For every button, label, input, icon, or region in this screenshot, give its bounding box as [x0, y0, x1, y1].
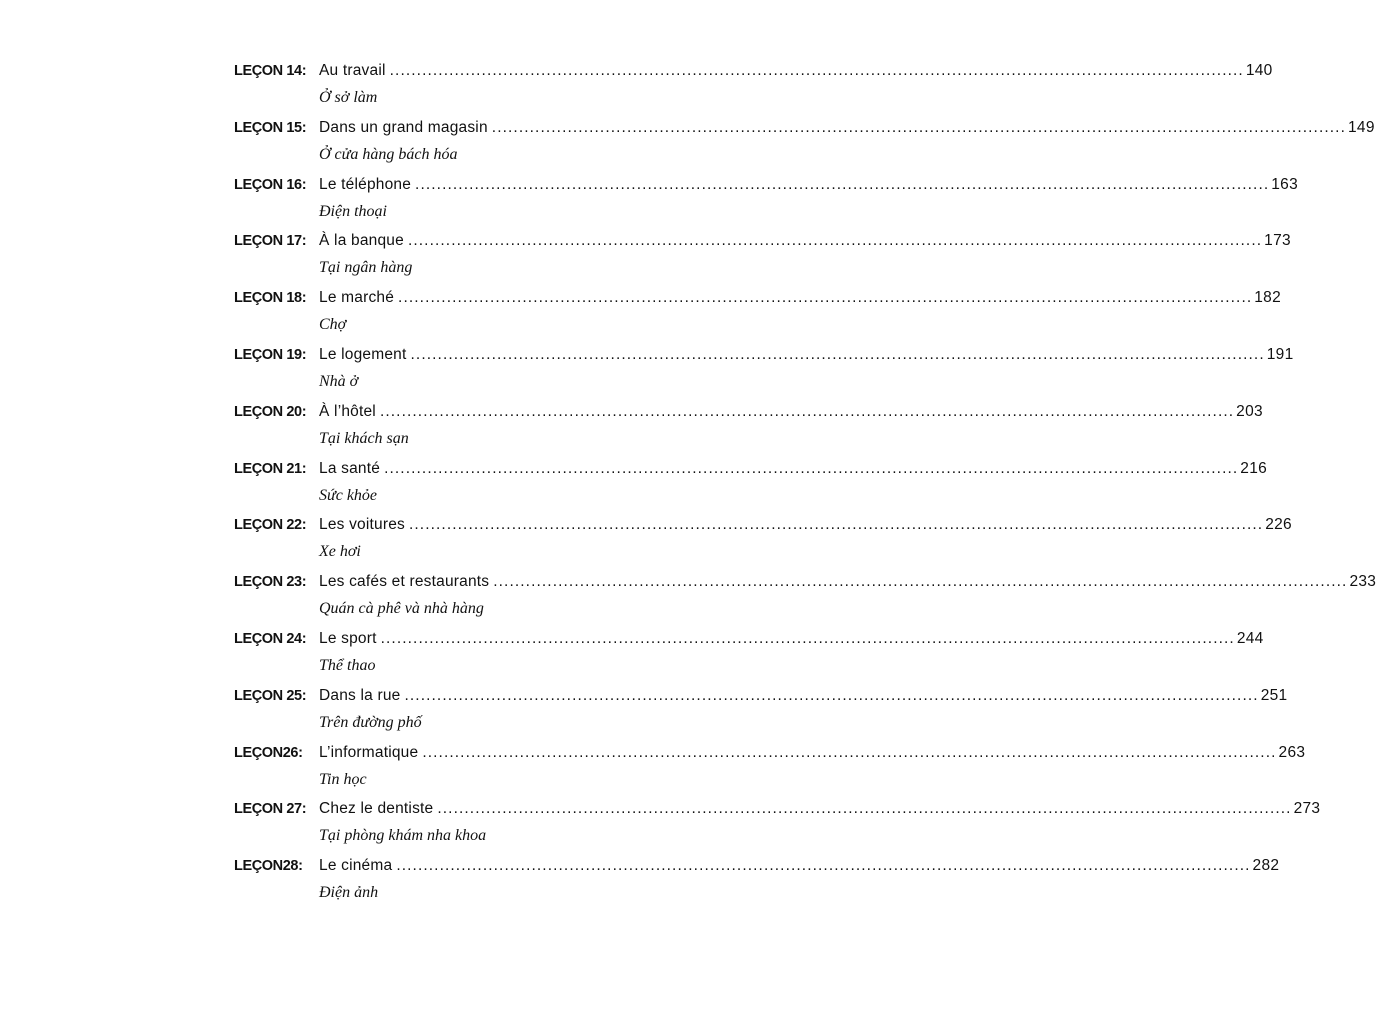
dot-leader: ..............................................................................................................................................................: [380, 629, 1235, 647]
lesson-title-vietnamese: Tin học: [319, 770, 367, 788]
toc-entry-subtitle-line: [234, 597, 790, 621]
toc-entry: [234, 516, 1292, 573]
lesson-title-french: La santé: [319, 459, 381, 477]
toc-entry-subtitle-line: [234, 143, 790, 167]
lesson-title-vietnamese: Ở sở làm: [319, 89, 378, 106]
lesson-title-vietnamese: Điện ảnh: [319, 884, 379, 902]
toc-entry: [234, 118, 1375, 176]
lesson-number: LEÇON 25:: [234, 687, 307, 704]
toc-entry-line: [234, 629, 1264, 654]
lesson-title-vietnamese: Quán cà phê và nhà hàng: [319, 600, 484, 618]
page-number: 244: [1236, 629, 1264, 647]
lesson-title-vietnamese: Tại phòng khám nha khoa: [319, 827, 487, 845]
toc-entry-line: [234, 516, 1292, 540]
toc-entry-subtitle-line: [234, 654, 790, 678]
toc-entry: [234, 800, 1321, 857]
dot-leader: ..............................................................................................................................................................: [408, 516, 1264, 534]
lesson-title-french: À la banque: [319, 232, 404, 250]
page-number: 163: [1271, 175, 1299, 193]
lesson-title-french: Dans un grand magasin: [319, 118, 488, 136]
toc-entry-line: [234, 289, 1282, 313]
toc-entry-line: [234, 857, 1280, 881]
toc-entry: [234, 175, 1299, 233]
dot-leader: ..............................................................................................................................................................: [389, 62, 1244, 79]
lesson-title-vietnamese: Trên đường phố: [319, 713, 422, 731]
toc-entry-subtitle-line: [234, 256, 790, 280]
lesson-title-french: À l’hôtel: [319, 402, 376, 420]
toc-entry-subtitle-line: [234, 711, 790, 735]
dot-leader: ..............................................................................................................................................................: [404, 686, 1259, 704]
toc-entry: [234, 345, 1294, 403]
toc-entry-line: [234, 573, 1376, 597]
toc-entry: [234, 62, 1273, 119]
page-number: 226: [1265, 516, 1292, 534]
lesson-title-french: Le sport: [319, 629, 377, 647]
lesson-title-vietnamese: Tại khách sạn: [319, 429, 409, 447]
page-number: 203: [1236, 402, 1263, 420]
toc-entry: [234, 459, 1268, 517]
lesson-title-french: Le cinéma: [319, 857, 393, 875]
dot-leader: ..............................................................................................................................................................: [407, 232, 1263, 250]
dot-leader: ..............................................................................................................................................................: [491, 118, 1346, 136]
toc-entry: [234, 573, 1376, 630]
page-number: 191: [1266, 345, 1294, 363]
dot-leader: ..............................................................................................................................................................: [415, 175, 1270, 193]
toc-entry-subtitle-line: [234, 768, 790, 792]
toc-entry-line: [234, 402, 1263, 427]
lesson-title-french: Les cafés et restaurants: [319, 573, 490, 591]
toc-entry-subtitle-line: [234, 200, 790, 224]
page-number: 182: [1254, 289, 1282, 307]
dot-leader: ..............................................................................................................................................................: [493, 573, 1348, 591]
dot-leader: ..............................................................................................................................................................: [379, 402, 1235, 420]
toc-entry-subtitle-line: [234, 427, 790, 451]
lesson-title-vietnamese: Tại ngân hàng: [319, 259, 413, 277]
lesson-number: LEÇON 16:: [234, 176, 307, 193]
toc-entry-line: [234, 686, 1288, 711]
lesson-number: LEÇON28:: [234, 858, 303, 875]
dot-leader: ..............................................................................................................................................................: [422, 743, 1277, 761]
toc-entry-line: [234, 743, 1306, 768]
lesson-title-french: L’informatique: [319, 743, 419, 761]
toc-entry-subtitle-line: [234, 824, 790, 848]
dot-leader: ..............................................................................................................................................................: [437, 800, 1292, 818]
toc-entry-line: [234, 345, 1294, 370]
lesson-title-vietnamese: Sức khỏe: [319, 486, 378, 504]
toc-entry-subtitle-line: [234, 881, 790, 905]
toc-entry-line: [234, 62, 1273, 86]
lesson-number: LEÇON 22:: [234, 517, 307, 534]
lesson-title-french: Le logement: [319, 345, 407, 363]
lesson-number: LEÇON 18:: [234, 290, 307, 307]
table-of-contents: [234, 62, 1376, 914]
toc-entry-subtitle-line: [234, 540, 790, 564]
page-number: 216: [1240, 459, 1268, 477]
lesson-number: LEÇON 14:: [234, 63, 307, 79]
lesson-number: LEÇON 20:: [234, 403, 307, 420]
toc-entry-subtitle-line: [234, 313, 790, 337]
page-number: 140: [1245, 62, 1273, 79]
toc-entry-subtitle-line: [234, 86, 790, 110]
toc-entry: [234, 857, 1280, 914]
toc-entry-line: [234, 175, 1299, 200]
page-number: 149: [1348, 118, 1375, 136]
toc-entry: [234, 289, 1282, 346]
page-number: 282: [1252, 857, 1280, 875]
lesson-title-french: Dans la rue: [319, 686, 401, 704]
lesson-title-french: Le téléphone: [319, 175, 412, 193]
dot-leader: ..............................................................................................................................................................: [396, 857, 1251, 875]
lesson-title-vietnamese: Nhà ở: [319, 372, 359, 390]
dot-leader: ..............................................................................................................................................................: [384, 459, 1239, 477]
toc-entry-line: [234, 459, 1268, 484]
lesson-number: LEÇON26:: [234, 744, 303, 761]
lesson-number: LEÇON 17:: [234, 233, 307, 250]
lesson-title-french: Le marché: [319, 289, 395, 307]
toc-entry-subtitle-line: [234, 484, 790, 508]
toc-entry: [234, 232, 1291, 289]
toc-entry-line: [234, 232, 1291, 256]
lesson-title-vietnamese: Xe hơi: [319, 543, 361, 561]
lesson-number: LEÇON 23:: [234, 574, 307, 591]
page-number: 233: [1349, 573, 1376, 591]
lesson-title-french: Les voitures: [319, 516, 405, 534]
lesson-number: LEÇON 19:: [234, 346, 307, 363]
dot-leader: ..............................................................................................................................................................: [410, 345, 1265, 363]
page-number: 263: [1278, 743, 1306, 761]
toc-entry-line: [234, 800, 1321, 824]
toc-entry: [234, 629, 1264, 687]
toc-entry-subtitle-line: [234, 370, 790, 394]
toc-entry: [234, 686, 1288, 744]
lesson-title-vietnamese: Điện thoại: [319, 202, 387, 220]
lesson-title-french: Au travail: [319, 62, 386, 79]
lesson-number: LEÇON 21:: [234, 460, 307, 477]
lesson-title-french: Chez le dentiste: [319, 800, 434, 818]
lesson-number: LEÇON 15:: [234, 119, 307, 136]
lesson-number: LEÇON 27:: [234, 801, 307, 818]
toc-entry-line: [234, 118, 1375, 143]
lesson-title-vietnamese: Ở cửa hàng bách hóa: [319, 145, 458, 163]
lesson-title-vietnamese: Thể thao: [319, 656, 376, 674]
lesson-number: LEÇON 24:: [234, 630, 307, 647]
page-number: 173: [1264, 232, 1291, 250]
dot-leader: ..............................................................................................................................................................: [398, 289, 1253, 307]
page-number: 251: [1260, 686, 1288, 704]
page-number: 273: [1293, 800, 1321, 818]
lesson-title-vietnamese: Chợ: [319, 316, 347, 334]
toc-entry: [234, 402, 1263, 460]
toc-entry: [234, 743, 1306, 801]
